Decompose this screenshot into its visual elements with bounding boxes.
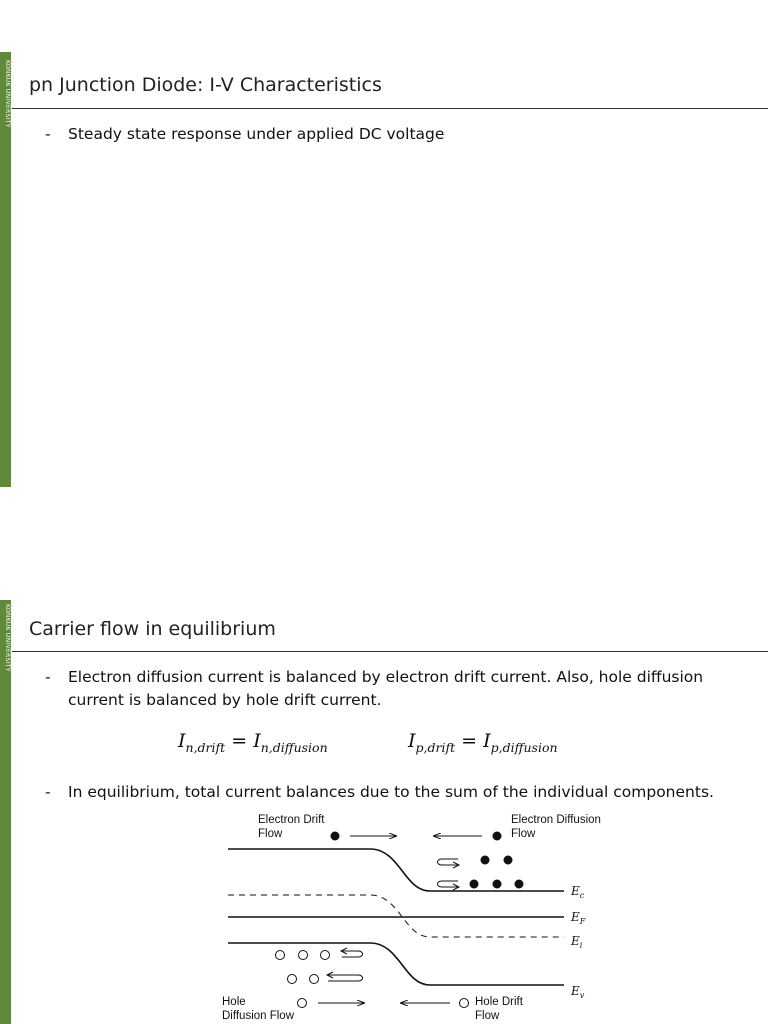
ev-label: $E_v$ [571, 984, 585, 1000]
ef-label: $E_F$ [571, 910, 586, 926]
hole-dot [460, 999, 469, 1008]
bounce-arrow [438, 859, 459, 865]
electron-drift-label: Electron Drift Flow [258, 814, 325, 840]
intrinsic-level [228, 895, 564, 937]
bullet-dash: - [45, 783, 51, 801]
electron-dot [470, 880, 479, 889]
conduction-band [228, 849, 564, 891]
bullet-item [45, 781, 745, 804]
bullet-dash: - [45, 125, 51, 143]
hole-equation: $I_{p,drift} = I_{p,diffusion}$ [408, 730, 558, 755]
bullet-text: Electron diffusion current is balanced by electron drift current. Also, hole diffusion current is balanced by hole drift current. [68, 668, 704, 709]
hole-dot [298, 999, 307, 1008]
electron-dot [493, 832, 502, 841]
bullet-dash: - [45, 668, 51, 686]
electron-dot [493, 880, 502, 889]
electron-dot [481, 856, 490, 865]
slide-title: pn Junction Diode: I-V Characteristics [29, 74, 382, 96]
bullet-text: In equilibrium, total current balances due to the sum of the individual components. [68, 783, 714, 801]
hole-dot [299, 951, 308, 960]
electron-dot [504, 856, 513, 865]
hole-dot [288, 975, 297, 984]
bounce-arrow [438, 881, 459, 887]
slide-2 [0, 540, 768, 1024]
ec-label: $E_c$ [571, 884, 585, 900]
electron-diffusion-label: Electron Diffusion Flow [511, 814, 601, 840]
bounce-arrow [328, 975, 363, 981]
ei-label: $E_i$ [571, 934, 583, 950]
hole-drift-label: Hole Drift Flow [475, 996, 523, 1022]
balance-equations [178, 730, 738, 764]
band-diagram [218, 808, 618, 1024]
valence-band [228, 943, 564, 985]
hole-dot [310, 975, 319, 984]
hole-dot [276, 951, 285, 960]
hole-diffusion-label: Hole Diffusion Flow [222, 996, 295, 1022]
electron-dot [515, 880, 524, 889]
title-rule [12, 108, 768, 109]
side-label: KONKUK UNIVERSITY [4, 604, 11, 672]
title-rule [12, 651, 768, 652]
slide-title: Carrier flow in equilibrium [29, 618, 276, 640]
bullet-item [45, 666, 745, 712]
bullet-text: Steady state response under applied DC voltage [68, 125, 445, 143]
hole-dot [321, 951, 330, 960]
bullet-item [45, 123, 745, 146]
side-label: KONKUK UNIVERSITY [4, 60, 11, 128]
bounce-arrow [342, 951, 363, 957]
electron-dot [331, 832, 340, 841]
electron-equation: $I_{n,drift} = I_{n,diffusion}$ [178, 730, 328, 755]
